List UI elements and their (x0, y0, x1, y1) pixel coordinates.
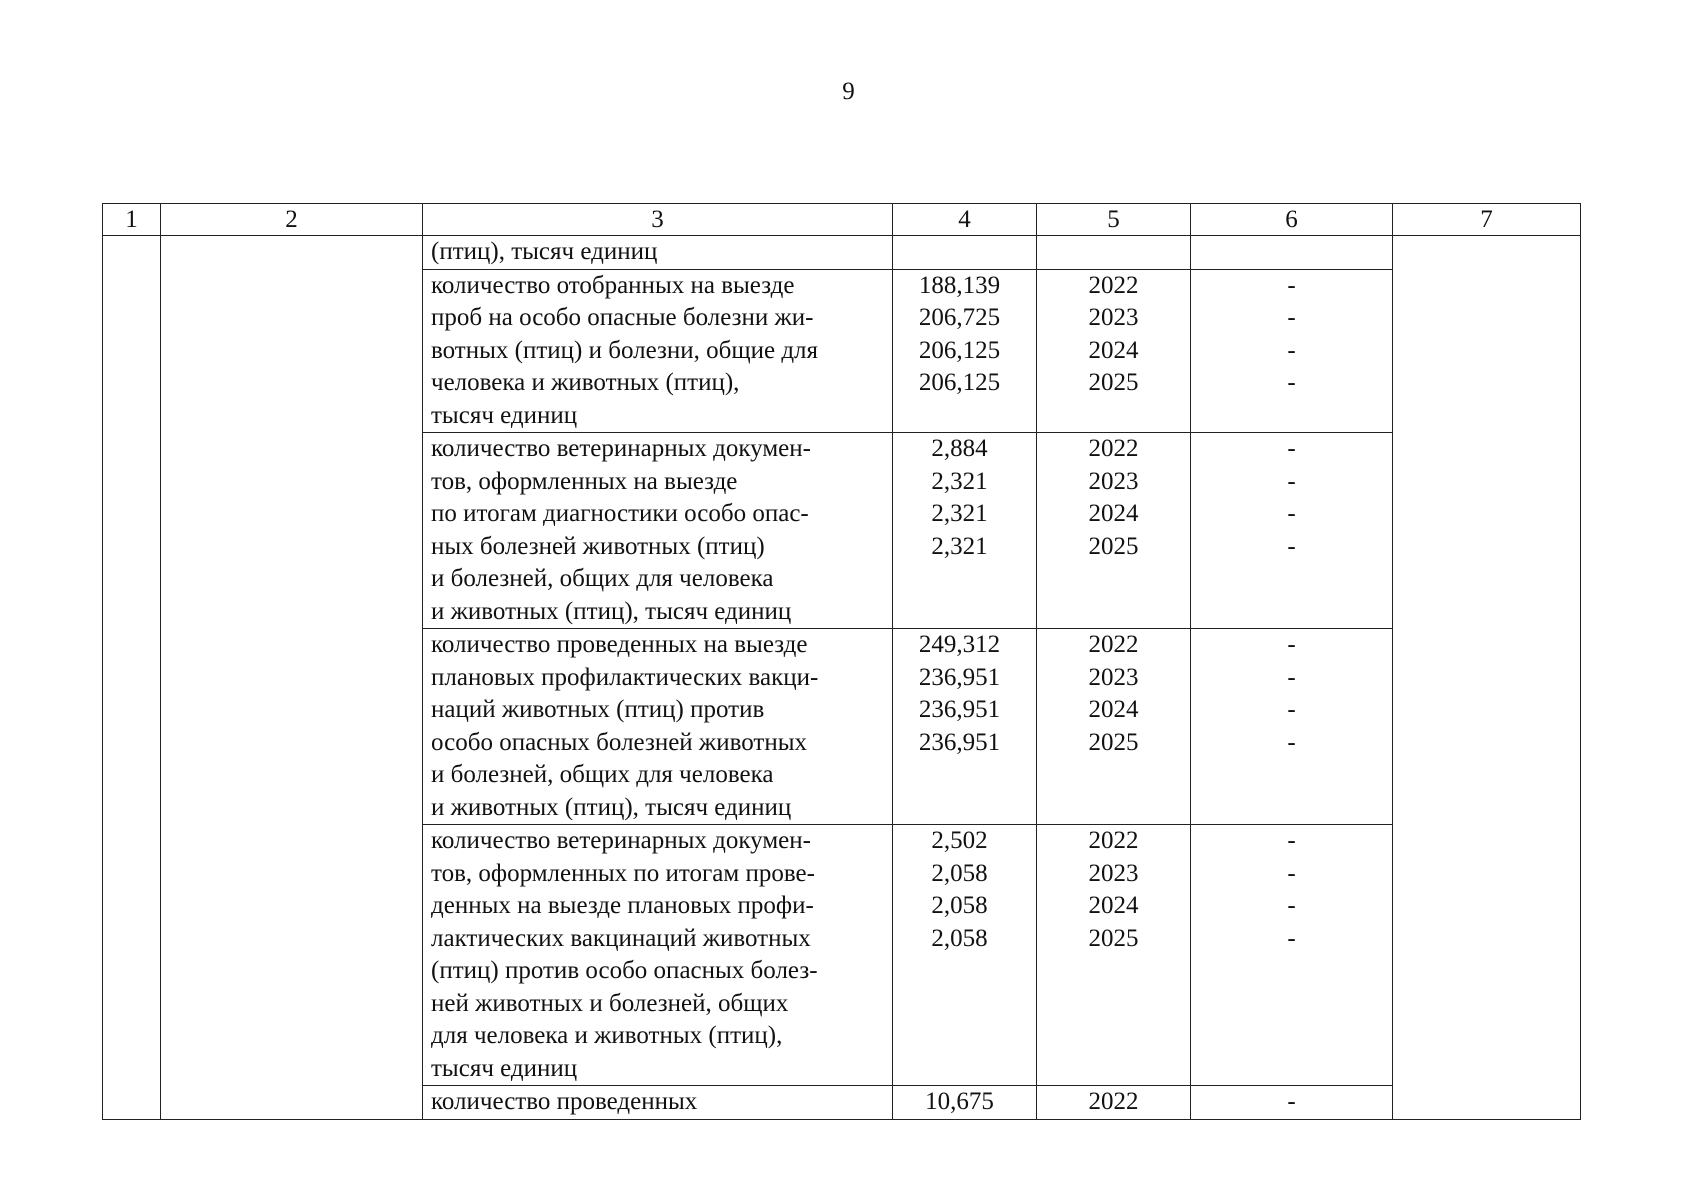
value-line: 2,058 (931, 924, 988, 952)
year-line: 2024 (1088, 336, 1139, 364)
indicator-line: вотных (птиц) и болезни, общие для (431, 336, 819, 364)
year-line: 2022 (1088, 827, 1139, 854)
col6-line: - (1287, 696, 1296, 723)
indicator-cell (423, 433, 893, 629)
col6-line: - (1287, 728, 1296, 756)
indicator-line: и животных (птиц), тысяч единиц (431, 597, 792, 625)
col6-line: - (1287, 827, 1296, 854)
indicator-line: человека и животных (птиц), (431, 369, 740, 396)
indicator-line: денных на выезде плановых профи- (431, 892, 814, 919)
indicator-line: ней животных и болезней, общих (431, 989, 789, 1017)
col6-line: - (1287, 500, 1296, 527)
col6-cell (1191, 269, 1393, 433)
year-cell (1037, 236, 1191, 270)
indicator-line: тов, оформленных по итогам прове- (431, 859, 815, 887)
continuation-row (103, 236, 1581, 270)
value-line: 206,125 (918, 336, 1001, 364)
year-line: 2025 (1088, 532, 1139, 560)
col6-line: - (1287, 467, 1296, 495)
indicator-line: особо опасных болезней животных (431, 728, 807, 756)
indicator-cell (423, 1086, 893, 1120)
header-cell-4: 4 (893, 204, 1037, 236)
indicator-line: количество отобранных на выезде (431, 271, 795, 299)
indicator-line: наций животных (птиц) против (431, 696, 765, 723)
col6-line: - (1287, 336, 1296, 364)
header-cell-1: 1 (103, 204, 161, 236)
indicator-cell (423, 236, 893, 270)
indicator-line: плановых профилактических вакци- (431, 663, 819, 691)
year-line: 2024 (1088, 892, 1139, 919)
year-cell (1037, 269, 1191, 433)
year-line: 2023 (1088, 467, 1139, 495)
indicator-line: лактических вакцинаций животных (431, 924, 811, 952)
header-cell-2: 2 (161, 204, 423, 236)
year-line: 2023 (1088, 859, 1139, 887)
year-cell (1037, 629, 1191, 825)
value-line: 249,312 (918, 631, 1001, 658)
year-cell (1037, 433, 1191, 629)
indicator-line: и болезней, общих для человека (431, 565, 774, 592)
indicator-line: количество ветеринарных докумен- (431, 435, 811, 462)
indicator-line: количество ветеринарных докумен- (431, 827, 811, 854)
value-line: 2,884 (931, 435, 988, 462)
year-line: 2022 (1088, 631, 1139, 658)
col7-cell (1393, 236, 1581, 1120)
header-row (103, 204, 1581, 236)
col6-line: - (1287, 532, 1296, 560)
value-line: 236,951 (918, 728, 1001, 756)
value-line: 2,321 (931, 500, 988, 527)
col6-line: - (1287, 369, 1296, 396)
col6-cell (1191, 629, 1393, 825)
indicator-line: (птиц) против особо опасных болез- (431, 957, 818, 984)
year-cell (1037, 825, 1191, 1086)
year-line: 2023 (1088, 663, 1139, 691)
indicator-line: тысяч единиц (431, 1054, 578, 1082)
header-cell-3: 3 (423, 204, 893, 236)
indicator-cell (423, 629, 893, 825)
col6-cell (1191, 236, 1393, 270)
value-line: 2,321 (931, 467, 988, 495)
value-cell (893, 825, 1037, 1086)
year-line: 2025 (1088, 369, 1139, 396)
col1-cell (103, 236, 161, 1120)
value-cell (893, 1086, 1037, 1120)
col2-cell (161, 236, 423, 1120)
indicator-line: (птиц), тысяч единиц (431, 238, 658, 265)
value-cell (893, 269, 1037, 433)
col6-line: - (1287, 435, 1296, 462)
value-line: 2,321 (931, 532, 988, 560)
header-cell-6: 6 (1191, 204, 1393, 236)
year-line: 2022 (1088, 271, 1139, 299)
col6-line: - (1287, 924, 1296, 952)
indicators-table (102, 203, 1581, 1120)
year-line: 2025 (1088, 924, 1139, 952)
year-line: 2024 (1088, 500, 1139, 527)
year-line: 2023 (1088, 304, 1139, 331)
page-number: 9 (842, 78, 855, 105)
header-cell-7: 7 (1393, 204, 1581, 236)
indicator-line: и болезней, общих для человека (431, 761, 774, 788)
value-line: 10,675 (925, 1088, 994, 1115)
year-line: 2022 (1088, 1088, 1139, 1115)
header-cell-5: 5 (1037, 204, 1191, 236)
value-cell (893, 433, 1037, 629)
indicator-line: количество проведенных на выезде (431, 631, 808, 658)
col6-line: - (1287, 663, 1296, 691)
year-cell (1037, 1086, 1191, 1120)
value-line: 2,058 (931, 859, 988, 887)
indicator-line: и животных (птиц), тысяч единиц (431, 793, 792, 821)
indicator-line: по итогам диагностики особо опас- (431, 500, 809, 527)
value-cell (893, 629, 1037, 825)
indicator-cell (423, 269, 893, 433)
col6-cell (1191, 825, 1393, 1086)
col6-line: - (1287, 631, 1296, 658)
indicator-line: для человека и животных (птиц), (431, 1022, 783, 1049)
value-line: 2,058 (931, 892, 988, 919)
indicator-line: проб на особо опасные болезни жи- (431, 304, 814, 331)
col6-cell (1191, 1086, 1393, 1120)
value-line: 206,125 (918, 369, 1001, 396)
indicator-line: тов, оформленных на выезде (431, 467, 738, 495)
year-line: 2024 (1088, 696, 1139, 723)
col6-cell (1191, 433, 1393, 629)
indicator-line: тысяч единиц (431, 401, 578, 429)
indicator-cell (423, 825, 893, 1086)
col6-line: - (1287, 859, 1296, 887)
col6-line: - (1287, 1088, 1296, 1115)
indicator-line: ных болезней животных (птиц) (431, 532, 765, 560)
value-line: 236,951 (918, 663, 1001, 691)
year-line: 2022 (1088, 435, 1139, 462)
value-line: 206,725 (918, 304, 1001, 331)
col6-line: - (1287, 271, 1296, 299)
value-cell (893, 236, 1037, 270)
value-line: 236,951 (918, 696, 1001, 723)
value-line: 2,502 (931, 827, 988, 854)
col6-line: - (1287, 304, 1296, 331)
indicator-line: количество проведенных (431, 1088, 698, 1115)
col6-line: - (1287, 892, 1296, 919)
year-line: 2025 (1088, 728, 1139, 756)
value-line: 188,139 (918, 271, 1001, 299)
